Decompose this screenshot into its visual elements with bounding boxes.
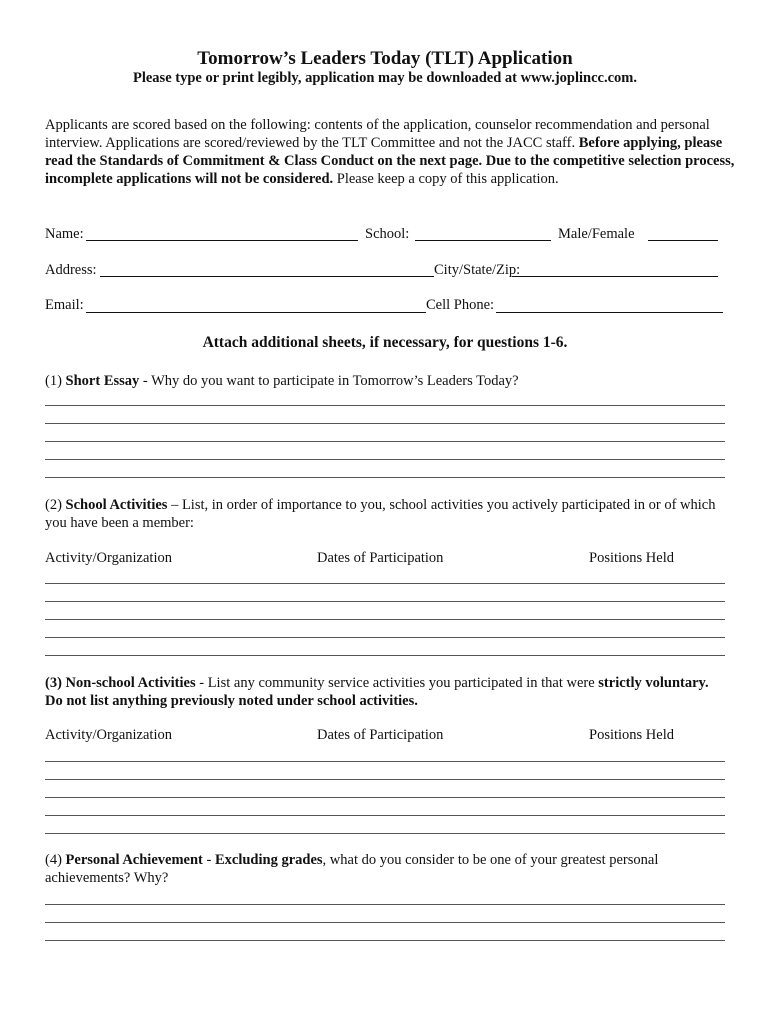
- page-title: Tomorrow’s Leaders Today (TLT) Application: [197, 48, 573, 69]
- question-4: (4) Personal Achievement - Excluding grades, what do you consider to be one of your greatest personal achievements? Why?: [45, 852, 659, 886]
- col-dates: Dates of Participation: [317, 727, 444, 743]
- col-positions: Positions Held: [589, 727, 674, 743]
- cell-label: Cell Phone:: [426, 297, 495, 313]
- email-label: Email:: [45, 297, 84, 313]
- gender-label: Male/Female: [558, 226, 635, 242]
- answer-line[interactable]: [45, 904, 725, 905]
- answer-line[interactable]: [45, 601, 725, 602]
- answer-line[interactable]: [45, 833, 725, 834]
- answer-line[interactable]: [45, 583, 725, 584]
- col-positions: Positions Held: [589, 550, 674, 566]
- page-subtitle: Please type or print legibly, application may be downloaded at www.joplincc.com.: [132, 70, 638, 86]
- answer-line[interactable]: [45, 441, 725, 442]
- answer-line[interactable]: [45, 423, 725, 424]
- cell-field[interactable]: [496, 312, 723, 313]
- intro-paragraph: Applicants are scored based on the following: contents of the application, counselor recommendation and personal interview. Applications are scored/reviewed by the TLT Committee and not the JACC staff. Before applying, please read the Standards of Commitment & Class Conduct on the next page. Due to the competitive selection process, incomplete applications will not be considered. Please keep a copy of this application.: [45, 117, 735, 187]
- answer-line[interactable]: [45, 761, 725, 762]
- city-field[interactable]: [512, 276, 718, 277]
- answer-line[interactable]: [45, 655, 725, 656]
- answer-line[interactable]: [45, 477, 725, 478]
- question-1: (1) Short Essay - Why do you want to participate in Tomorrow’s Leaders Today?: [45, 373, 519, 389]
- answer-line[interactable]: [45, 797, 725, 798]
- address-label: Address:: [45, 262, 97, 278]
- address-field[interactable]: [100, 276, 434, 277]
- school-label: School:: [365, 226, 410, 242]
- answer-line[interactable]: [45, 459, 725, 460]
- email-field[interactable]: [86, 312, 426, 313]
- question-2: (2) School Activities – List, in order of importance to you, school activities you actively participated in or of which you have been a member:: [45, 497, 716, 531]
- name-field[interactable]: [86, 240, 358, 241]
- col-dates: Dates of Participation: [317, 550, 444, 566]
- answer-line[interactable]: [45, 815, 725, 816]
- answer-line[interactable]: [45, 922, 725, 923]
- city-label: City/State/Zip:: [434, 262, 521, 278]
- col-activity: Activity/Organization: [45, 550, 172, 566]
- answer-line[interactable]: [45, 940, 725, 941]
- answer-line[interactable]: [45, 779, 725, 780]
- question-3: (3) Non-school Activities - List any community service activities you participated in that were strictly voluntary. Do not list anything previously noted under school activities.: [45, 675, 709, 709]
- gender-field[interactable]: [648, 240, 718, 241]
- school-field[interactable]: [415, 240, 551, 241]
- name-label: Name:: [45, 226, 84, 242]
- answer-line[interactable]: [45, 619, 725, 620]
- answer-line[interactable]: [45, 637, 725, 638]
- attach-note: Attach additional sheets, if necessary, for questions 1-6.: [202, 334, 568, 351]
- col-activity: Activity/Organization: [45, 727, 172, 743]
- answer-line[interactable]: [45, 405, 725, 406]
